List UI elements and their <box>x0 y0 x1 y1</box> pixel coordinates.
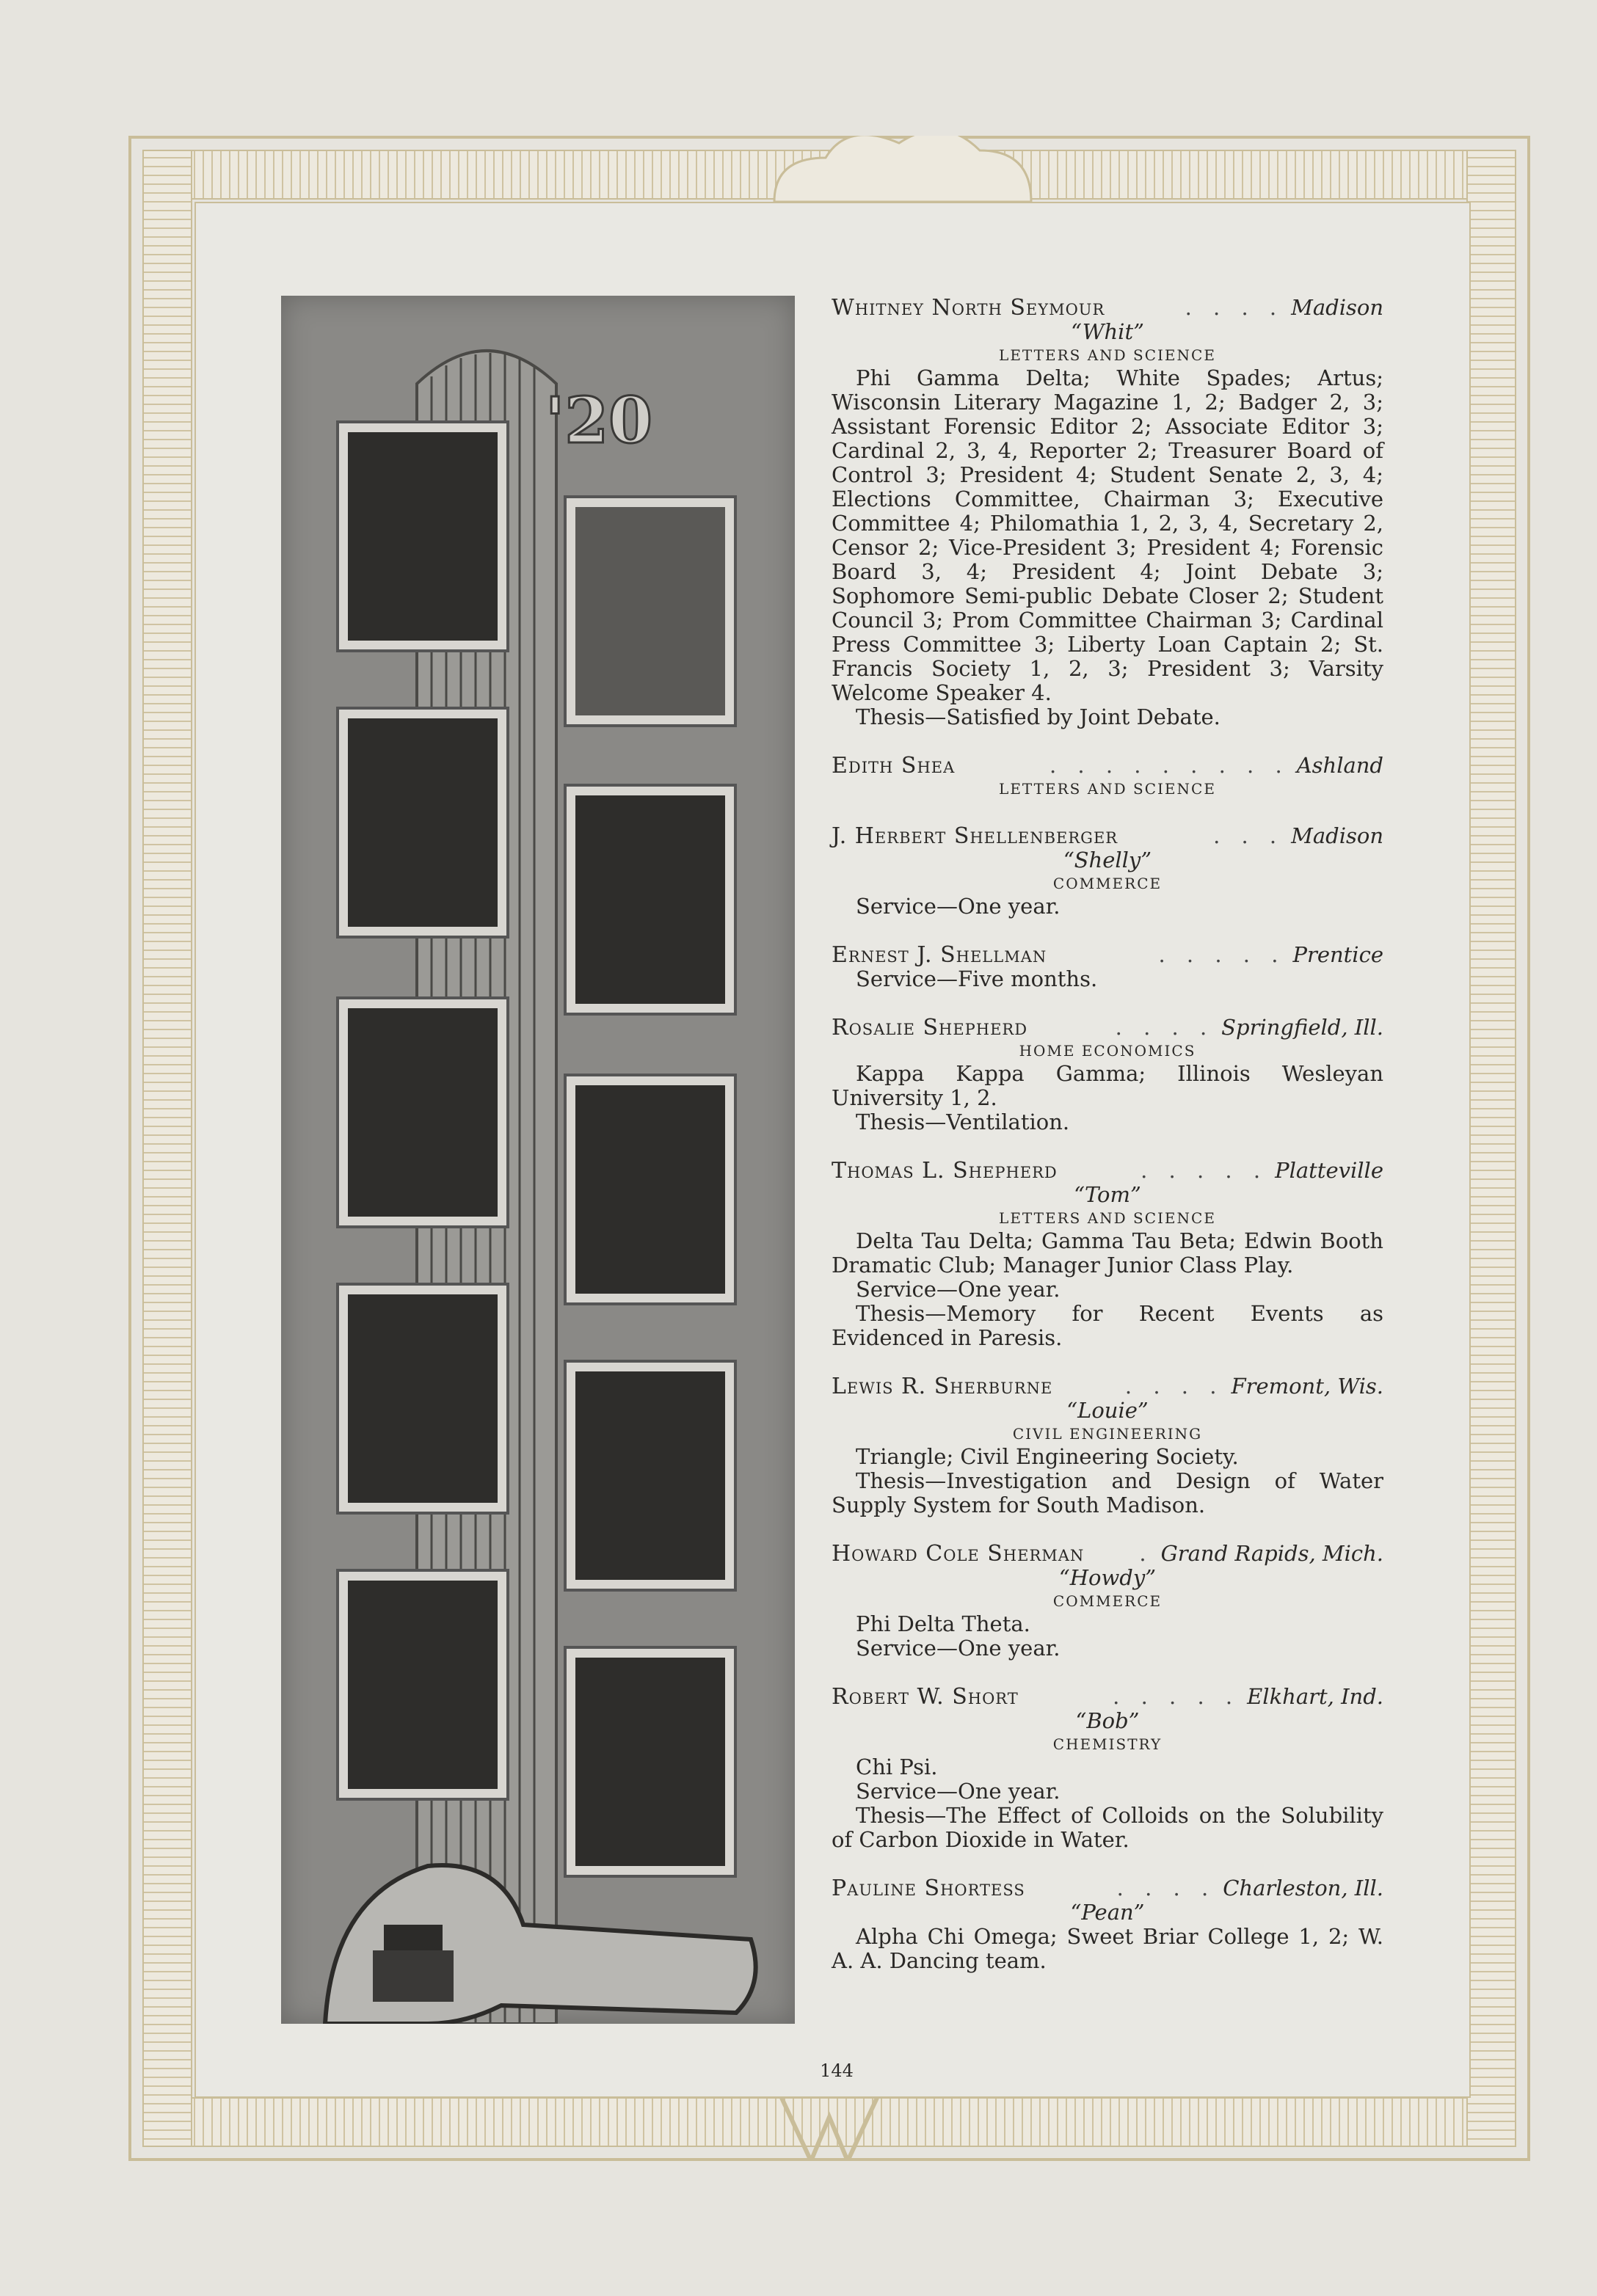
student-name: Thomas L. Shepherd <box>832 1158 1058 1184</box>
hometown: Springfield, Ill. <box>1221 1015 1383 1040</box>
thesis: Thesis—Satisfied by Joint Debate. <box>856 704 1221 729</box>
portrait-panel <box>281 296 795 2024</box>
student-entry <box>832 1876 1383 1973</box>
leader-dots: . <box>1139 1542 1154 1566</box>
student-name: Lewis R. Sherburne <box>832 1374 1053 1399</box>
student-name: Rosalie Shepherd <box>832 1015 1028 1041</box>
course: LETTERS AND SCIENCE <box>999 346 1216 364</box>
leader-dots: . . . . <box>1185 296 1284 320</box>
nickname: “Whit” <box>1071 319 1144 344</box>
leader-dots: . . . <box>1213 824 1284 848</box>
thesis: Thesis—Ventilation. <box>856 1109 1070 1134</box>
student-entry <box>832 1685 1383 1852</box>
hometown: Madison <box>1291 295 1383 320</box>
portrait-photo <box>336 707 509 939</box>
portrait-photo <box>564 784 737 1016</box>
student-name: J. Herbert Shellenberger <box>832 823 1118 849</box>
leader-dots: . . . . . <box>1158 943 1286 967</box>
leader-dots: . . . . <box>1116 1876 1216 1900</box>
service: Service—One year. <box>856 1277 1061 1302</box>
hometown: Ashland <box>1296 753 1383 778</box>
activities: Phi Delta Theta. <box>856 1611 1030 1636</box>
leader-dots: . . . . <box>1115 1016 1215 1040</box>
nickname: “Howdy” <box>1058 1565 1157 1590</box>
hometown: Fremont, Wis. <box>1231 1374 1383 1399</box>
biography-column <box>832 296 1383 1997</box>
portrait-photo <box>336 1283 509 1515</box>
activities: Triangle; Civil Engineering Society. <box>856 1444 1239 1469</box>
hometown: Charleston, Ill. <box>1223 1876 1383 1900</box>
student-name: Howard Cole Sherman <box>832 1541 1085 1567</box>
student-entry <box>832 1374 1383 1517</box>
service: Service—One year. <box>856 894 1061 919</box>
portrait-photo <box>564 1646 737 1878</box>
course: CHEMISTRY <box>1052 1735 1163 1753</box>
leader-dots: . . . . . <box>1141 1159 1268 1183</box>
portrait-photo <box>336 1569 509 1801</box>
student-entry <box>832 754 1383 800</box>
student-name: Whitney North Seymour <box>832 295 1105 321</box>
portrait-photo <box>564 1074 737 1305</box>
portrait-photo <box>336 420 509 652</box>
course: COMMERCE <box>1052 875 1163 892</box>
student-entry <box>832 943 1383 991</box>
course: HOME ECONOMICS <box>1019 1042 1196 1060</box>
activities: Chi Psi. <box>856 1754 938 1779</box>
nickname: “Tom” <box>1074 1182 1141 1207</box>
hometown: Madison <box>1291 823 1383 848</box>
course: CIVIL ENGINEERING <box>1012 1425 1203 1443</box>
activities: Kappa Kappa Gamma; Illinois Wesleyan University 1, 2. <box>832 1061 1383 1110</box>
activities: Alpha Chi Omega; Sweet Briar College 1, 2; W. A. A. Dancing team. <box>832 1924 1383 1973</box>
course: LETTERS AND SCIENCE <box>999 780 1216 798</box>
course: LETTERS AND SCIENCE <box>999 1209 1216 1227</box>
student-name: Ernest J. Shellman <box>832 942 1047 968</box>
student-name: Robert W. Short <box>832 1684 1019 1710</box>
nickname: “Pean” <box>1070 1900 1145 1925</box>
thesis: Thesis—The Effect of Colloids on the Solubility of Carbon Dioxide in Water. <box>832 1803 1383 1852</box>
hometown: Platteville <box>1275 1158 1383 1183</box>
student-entry <box>832 296 1383 729</box>
student-entry <box>832 1542 1383 1661</box>
student-name: Edith Shea <box>832 753 956 779</box>
nickname: “Bob” <box>1075 1708 1140 1733</box>
portrait-photo <box>564 495 737 727</box>
hometown: Prentice <box>1292 942 1383 967</box>
hometown: Elkhart, Ind. <box>1247 1684 1383 1709</box>
activities: Phi Gamma Delta; White Spades; Artus; Wisconsin Literary Magazine 1, 2; Badger 2, 3; Assistant Forensic Editor 2; Associate Editor 3; Cardinal 2, 3, 4, Reporter 2; Treasurer Board of Control 3; President 4; Student Senate 2, 3, 4; Elections Committee, Chairman 3; Executive Committee 4; Philomathia 1, 2, 3, 4, Secretary 2, Censor 2; Vice-President 3; President 4; Forensic Board 3, 4; President 4; Joint Debate 3; Sophomore Semi-public Debate Closer 2; Student Council 3; Prom Committee Chairman 3; Cardinal Press Committee 3; Liberty Loan Captain 2; St. Francis Society 1, 2, 3; President 3; Varsity Welcome Speaker 4. <box>832 365 1383 705</box>
page-number: 144 <box>820 2060 854 2081</box>
nickname: “Louie” <box>1066 1398 1149 1423</box>
service: Service—One year. <box>856 1779 1061 1804</box>
service: Service—Five months. <box>856 966 1098 991</box>
activities: Delta Tau Delta; Gamma Tau Beta; Edwin Booth Dramatic Club; Manager Junior Class Play. <box>832 1228 1383 1278</box>
nickname: “Shelly” <box>1063 848 1152 872</box>
portrait-photo <box>336 996 509 1228</box>
thesis: Thesis—Memory for Recent Events as Evidenced in Paresis. <box>832 1301 1383 1350</box>
thesis: Thesis—Investigation and Design of Water Supply System for South Madison. <box>832 1468 1383 1517</box>
course: COMMERCE <box>1052 1592 1163 1610</box>
service: Service—One year. <box>856 1636 1061 1661</box>
hometown: Grand Rapids, Mich. <box>1160 1541 1383 1566</box>
student-entry <box>832 824 1383 919</box>
student-entry <box>832 1016 1383 1134</box>
leader-dots: . . . . <box>1124 1374 1224 1399</box>
leader-dots: . . . . . . . . . <box>1049 754 1289 778</box>
student-entry <box>832 1159 1383 1350</box>
portrait-photo <box>564 1360 737 1592</box>
student-name: Pauline Shortess <box>832 1876 1025 1901</box>
leader-dots: . . . . . <box>1113 1685 1240 1709</box>
year-emblem: '20 <box>545 384 653 458</box>
